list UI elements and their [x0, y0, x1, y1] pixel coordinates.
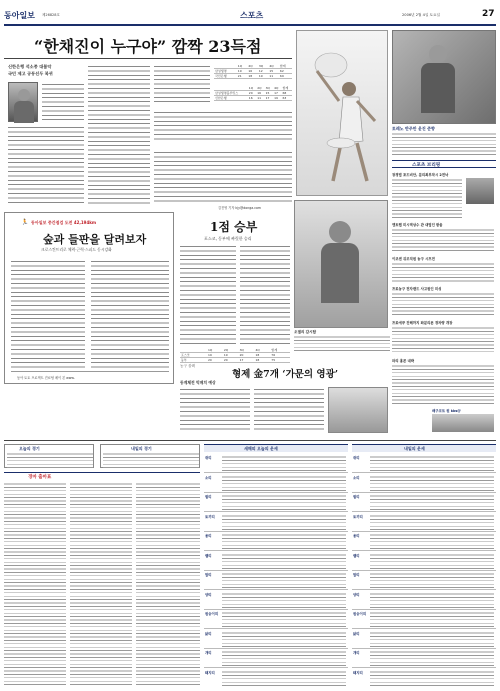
- list-item: 말띠: [352, 571, 496, 590]
- today-game-box: 오늘의 경기: [4, 444, 94, 468]
- race-results-header: 경마 출마표: [4, 472, 200, 480]
- sidebar-byline: 배구코트 원 kbs@: [432, 409, 461, 413]
- score-table-3: [180, 348, 290, 363]
- masthead-section: 스포츠: [240, 11, 264, 20]
- feature-headline: 1점 승부: [210, 220, 258, 234]
- race-table-col1: [4, 482, 66, 687]
- brief-item: 프로에쿠 진해까지 화분리폰 경차량 개장: [392, 321, 453, 325]
- brief-item: 프로농구 전자랜드 사고원인 미성: [392, 287, 442, 291]
- brief-item: 장경법 포드비안, 분리최부작시 2전낙: [392, 173, 449, 177]
- score-table-1: [214, 64, 292, 79]
- lead-byline: 김진영 기자 kjy@donga.com: [218, 206, 262, 210]
- bottom-rule: [4, 440, 496, 441]
- runner-icon: 🏃: [21, 219, 29, 226]
- promo-subtitle: 크로스컨트리로 체력·근력·스피드 동시강화: [41, 247, 112, 252]
- feature2-sub: 동계체전 빅매치 예상: [180, 380, 216, 385]
- list-item: 뱀띠: [352, 552, 496, 571]
- list-item: 용띠: [352, 532, 496, 551]
- table-row: 국민은행 21 18 19 11 69: [214, 74, 292, 79]
- table-row: 포스코 19 19 20 18 76: [180, 353, 290, 358]
- race-table-col3: [136, 482, 200, 687]
- feature2-body-col1: [180, 387, 250, 433]
- player-silhouette: [18, 89, 30, 101]
- promo-banner: 🏃 동아일보 중간점검 도전 42,194km: [21, 219, 97, 226]
- feature-caption: 오열의 감시탑: [294, 330, 390, 352]
- table-header-row: 1Q 2Q 3Q 4Q 합계: [214, 86, 292, 91]
- list-item: 돼지띠: [352, 669, 496, 688]
- list-item: 개띠: [204, 649, 348, 668]
- center-photo: [296, 30, 388, 196]
- lead-body-col1b: [8, 125, 84, 205]
- masthead-logo: 동아일보: [4, 10, 35, 20]
- lead-kicker-2: 국민 제고 공동선두 복귀: [8, 71, 53, 76]
- score-table-2: [214, 86, 292, 101]
- sidebar-photo-caption: 토레노 반주만 윤진 준향: [392, 126, 435, 131]
- brief-photo: [432, 414, 494, 432]
- list-item: 용띠: [204, 532, 348, 551]
- feature-photo: [294, 200, 388, 328]
- list-item: 닭띠: [352, 630, 496, 649]
- race-table-col2: [70, 482, 132, 687]
- fortune-tomorrow-list: [352, 454, 496, 688]
- list-item: 양띠: [352, 591, 496, 610]
- tomorrow-game-box: 내일의 경기: [100, 444, 200, 468]
- masthead-page: 27: [482, 9, 495, 19]
- lead-body-col5: [154, 150, 292, 205]
- feature2-photo: [328, 387, 388, 433]
- feature2-headline: 형제 金7개 ‘가문의 영광’: [232, 369, 339, 380]
- lead-photo: [8, 82, 38, 122]
- fortune-today-list: [204, 454, 348, 688]
- masthead-rule: [4, 24, 496, 26]
- table-row: 삼성생명블루밍스 20 16 15 17 68: [214, 91, 292, 96]
- masthead-date: 2006년 2월 4일 토요일: [402, 13, 440, 17]
- table-row: 삼성생명 19 16 12 15 62: [214, 69, 292, 74]
- promo-body-col1: [11, 259, 85, 369]
- feature-body-col2: [240, 244, 290, 344]
- sidebar-brief-header: 스포츠 브리핑: [392, 160, 496, 168]
- brief-item: 파리 홍콘 대박: [392, 359, 415, 363]
- fortune-tomorrow-header: 내일의 운세: [352, 444, 496, 452]
- table-header-row: 1Q 2Q 3Q 4Q 합계: [214, 64, 292, 69]
- table-row: 신한은행 16 11 17 19 63: [214, 96, 292, 101]
- lead-body-col1: [42, 82, 84, 122]
- lead-body-col3: [154, 64, 210, 104]
- brief-photo: [466, 178, 494, 204]
- brief-item: 이코센 위조직원 농구 시프전: [392, 257, 435, 261]
- list-item: 닭띠: [204, 630, 348, 649]
- promo-body-col2: [91, 259, 169, 369]
- masthead-issue: 제26828호: [42, 13, 60, 17]
- promo-block: [4, 212, 174, 384]
- list-item: 소띠: [352, 474, 496, 493]
- masthead: [4, 8, 496, 24]
- sidebar-photo-text: [392, 132, 496, 156]
- list-item: 토끼띠: [352, 513, 496, 532]
- feature-sub: 포스코, 동부에 짜릿한 승리: [204, 236, 252, 241]
- list-item: 쥐띠: [204, 454, 348, 473]
- list-item: 양띠: [204, 591, 348, 610]
- lead-body-col4: [154, 110, 292, 142]
- list-item: 원숭이띠: [352, 610, 496, 629]
- list-item: 토끼띠: [204, 513, 348, 532]
- brief-item: 엔트랩 미시역상수 관 대법인 받음: [392, 223, 443, 227]
- list-item: 쥐띠: [352, 454, 496, 473]
- feature-body-col1: [180, 244, 236, 344]
- lead-rule: [4, 58, 292, 59]
- table-row: 동부 20 20 17 18 75: [180, 358, 290, 363]
- lead-body-col2: [88, 64, 150, 205]
- promo-footer: 동아 토토 프로젝트 진료팀 메이 본 www.: [11, 371, 169, 381]
- lead-kicker-1: 신한은행 석소종 대불악: [8, 64, 52, 69]
- promo-title: 숲과 들판을 달려보자: [43, 233, 147, 246]
- list-item: 범띠: [204, 493, 348, 512]
- fortune-today-header: 새해띠 오늘의 운세: [204, 444, 348, 452]
- sidebar-photo: [392, 30, 496, 124]
- lead-headline: “한채진이 누구야” 깜짝 23득점: [34, 37, 262, 56]
- list-item: 뱀띠: [204, 552, 348, 571]
- list-item: 개띠: [352, 649, 496, 668]
- sidebar-brief-list: [392, 172, 496, 472]
- tennis-player-image: [297, 31, 388, 196]
- list-item: 말띠: [204, 571, 348, 590]
- list-item: 범띠: [352, 493, 496, 512]
- feature2-body-col2: [254, 387, 324, 433]
- table-header-row: 1Q 2Q 3Q 4Q 합계: [180, 348, 290, 353]
- list-item: 소띠: [204, 474, 348, 493]
- list-item: 원숭이띠: [204, 610, 348, 629]
- feature2-kicker: 농구 블랙: [180, 364, 196, 368]
- list-item: 돼지띠: [204, 669, 348, 688]
